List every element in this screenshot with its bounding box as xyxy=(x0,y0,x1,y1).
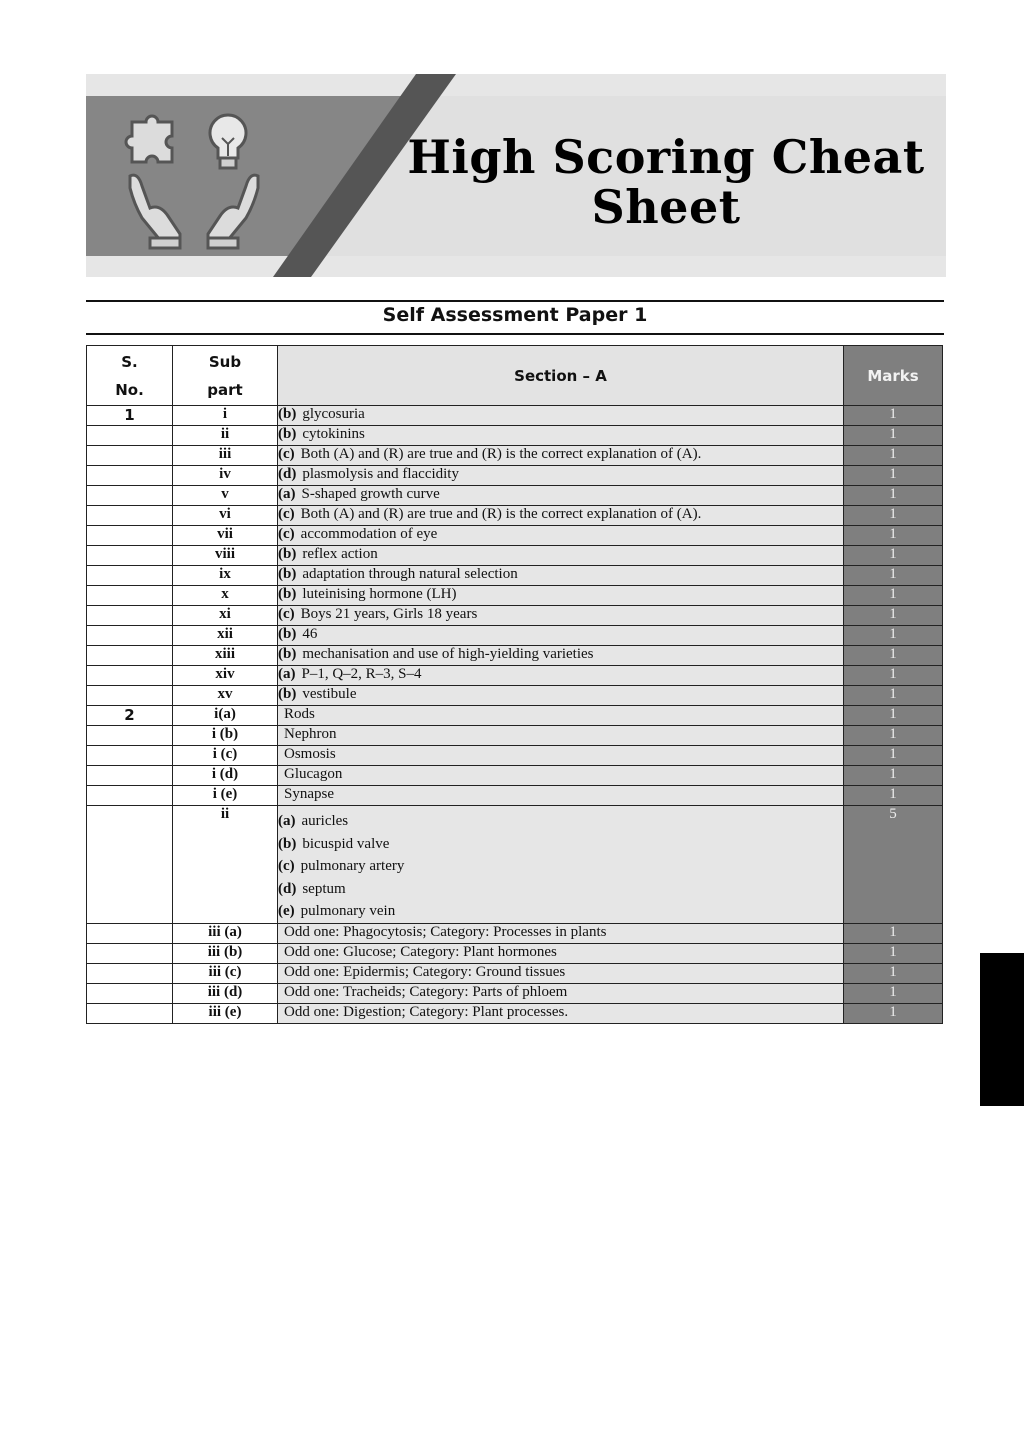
cell-subpart: iii xyxy=(173,446,278,466)
right-hand-icon xyxy=(208,175,258,248)
cell-answer xyxy=(278,586,844,606)
table-row xyxy=(87,786,943,806)
cell-subpart: v xyxy=(173,486,278,506)
cell-sno xyxy=(87,786,173,806)
cell-subpart: iii (c) xyxy=(173,963,278,983)
cell-sno xyxy=(87,766,173,786)
cell-answer xyxy=(278,923,844,943)
answer-option: (b) xyxy=(278,406,297,422)
cell-marks: 1 xyxy=(844,666,943,686)
cell-subpart: i (e) xyxy=(173,786,278,806)
header-sno-line2: No. xyxy=(115,380,144,399)
answer-text: Nephron xyxy=(284,726,337,742)
cell-sno xyxy=(87,943,173,963)
cell-subpart: ix xyxy=(173,566,278,586)
header-marks: Marks xyxy=(844,346,943,406)
cell-sno xyxy=(87,666,173,686)
cell-answer xyxy=(278,566,844,586)
answer-line xyxy=(278,833,843,856)
cell-sno xyxy=(87,686,173,706)
cell-answer xyxy=(278,983,844,1003)
answer-text: 46 xyxy=(302,626,318,642)
cell-subpart: iii (b) xyxy=(173,943,278,963)
cell-marks: 1 xyxy=(844,446,943,466)
top-rule xyxy=(86,300,944,302)
cell-answer xyxy=(278,943,844,963)
answer-text: vestibule xyxy=(302,686,357,702)
cell-sno xyxy=(87,806,173,924)
table-row xyxy=(87,466,943,486)
cell-subpart: vi xyxy=(173,506,278,526)
cell-answer xyxy=(278,726,844,746)
answer-text: Osmosis xyxy=(284,746,336,762)
answer-option: (c) xyxy=(278,526,295,542)
title-line-1: High Scoring Cheat xyxy=(407,130,925,184)
cell-marks: 1 xyxy=(844,1003,943,1023)
cell-marks: 1 xyxy=(844,983,943,1003)
table-body xyxy=(87,406,943,1024)
cell-sno xyxy=(87,606,173,626)
header-banner xyxy=(86,74,946,277)
table-row xyxy=(87,566,943,586)
cell-sno xyxy=(87,586,173,606)
cell-subpart: ii xyxy=(173,806,278,924)
cell-marks: 1 xyxy=(844,606,943,626)
cell-marks: 1 xyxy=(844,506,943,526)
cell-sno: 1 xyxy=(87,406,173,426)
answer-text: Both (A) and (R) are true and (R) is the correct explanation of (A). xyxy=(300,506,702,522)
answer-option: (e) xyxy=(278,903,295,919)
answer-option: (c) xyxy=(278,506,295,522)
paper-subtitle: Self Assessment Paper 1 xyxy=(382,304,648,326)
answer-text: Odd one: Glucose; Category: Plant hormones xyxy=(284,943,557,960)
answer-option: (c) xyxy=(278,858,295,874)
cell-marks: 1 xyxy=(844,406,943,426)
cell-answer xyxy=(278,526,844,546)
cell-answer xyxy=(278,706,844,726)
table-row xyxy=(87,766,943,786)
table-row xyxy=(87,983,943,1003)
table-row xyxy=(87,506,943,526)
answer-option: (b) xyxy=(278,566,297,582)
answer-text: Synapse xyxy=(284,786,334,802)
cell-answer xyxy=(278,406,844,426)
answer-text: luteinising hormone (LH) xyxy=(302,586,457,602)
cell-subpart: i (c) xyxy=(173,746,278,766)
cell-subpart: vii xyxy=(173,526,278,546)
cell-sno xyxy=(87,466,173,486)
answer-option: (a) xyxy=(278,813,296,829)
answer-text: septum xyxy=(302,880,346,897)
cell-sno xyxy=(87,506,173,526)
table-row xyxy=(87,646,943,666)
side-thumb-tab xyxy=(980,953,1024,1106)
cell-marks: 1 xyxy=(844,546,943,566)
cell-marks: 1 xyxy=(844,486,943,506)
answer-option: (b) xyxy=(278,686,297,702)
bottom-rule xyxy=(86,333,944,335)
cell-marks: 1 xyxy=(844,706,943,726)
table-row xyxy=(87,586,943,606)
answer-text: cytokinins xyxy=(302,426,365,442)
table-row xyxy=(87,406,943,426)
left-hand-icon xyxy=(130,175,180,248)
cell-answer xyxy=(278,666,844,686)
answer-option: (c) xyxy=(278,446,295,462)
answer-text: glycosuria xyxy=(302,406,365,422)
cell-marks: 1 xyxy=(844,626,943,646)
cell-subpart: x xyxy=(173,586,278,606)
cell-sno xyxy=(87,426,173,446)
cell-marks: 1 xyxy=(844,566,943,586)
cell-subpart: iii (d) xyxy=(173,983,278,1003)
cell-answer xyxy=(278,626,844,646)
cell-subpart: iii (e) xyxy=(173,1003,278,1023)
answer-text: accommodation of eye xyxy=(300,526,438,542)
answer-text: Odd one: Tracheids; Category: Parts of phloem xyxy=(284,983,568,1000)
header-subpart xyxy=(173,346,278,406)
cell-answer xyxy=(278,606,844,626)
cell-sno: 2 xyxy=(87,706,173,726)
table-row xyxy=(87,626,943,646)
cell-marks: 1 xyxy=(844,786,943,806)
cell-marks: 1 xyxy=(844,466,943,486)
table-row xyxy=(87,726,943,746)
answer-text: Rods xyxy=(284,706,315,722)
header-sno xyxy=(87,346,173,406)
table-row xyxy=(87,486,943,506)
answer-option: (b) xyxy=(278,586,297,602)
cell-marks: 1 xyxy=(844,766,943,786)
cell-sno xyxy=(87,963,173,983)
cell-marks: 1 xyxy=(844,426,943,446)
cell-answer xyxy=(278,466,844,486)
answer-option: (d) xyxy=(278,880,297,897)
cell-subpart: i xyxy=(173,406,278,426)
cell-marks: 1 xyxy=(844,526,943,546)
cell-answer xyxy=(278,746,844,766)
header-sub-line2: part xyxy=(207,380,243,399)
cell-answer xyxy=(278,1003,844,1023)
page-title xyxy=(386,132,946,232)
answer-text: bicuspid valve xyxy=(302,835,390,852)
cell-sno xyxy=(87,1003,173,1023)
cell-answer xyxy=(278,486,844,506)
answer-option: (a) xyxy=(278,486,296,502)
answer-line xyxy=(278,900,843,923)
table-row xyxy=(87,426,943,446)
answer-line xyxy=(278,878,843,901)
cell-subpart: xv xyxy=(173,686,278,706)
cell-subpart: viii xyxy=(173,546,278,566)
answer-text: plasmolysis and flaccidity xyxy=(302,466,459,482)
cell-sno xyxy=(87,446,173,466)
answer-text: Glucagon xyxy=(284,766,343,782)
cell-marks: 1 xyxy=(844,923,943,943)
cell-marks: 1 xyxy=(844,726,943,746)
header-sub-line1: Sub xyxy=(208,352,242,371)
cell-sno xyxy=(87,486,173,506)
answer-text: S-shaped growth curve xyxy=(301,486,440,502)
cell-marks: 1 xyxy=(844,586,943,606)
table-row xyxy=(87,706,943,726)
cell-sno xyxy=(87,526,173,546)
answer-option: (b) xyxy=(278,835,297,852)
header-section: Section – A xyxy=(278,346,844,406)
cell-marks: 1 xyxy=(844,943,943,963)
answer-text: auricles xyxy=(301,813,349,829)
answer-text: pulmonary artery xyxy=(300,858,405,874)
cell-answer xyxy=(278,786,844,806)
cell-answer xyxy=(278,963,844,983)
cell-answer xyxy=(278,766,844,786)
table-row xyxy=(87,1003,943,1023)
table-row xyxy=(87,446,943,466)
answer-table xyxy=(86,345,943,1024)
cell-marks: 1 xyxy=(844,963,943,983)
answer-option: (a) xyxy=(278,666,296,682)
cell-subpart: xiii xyxy=(173,646,278,666)
table-row xyxy=(87,526,943,546)
answer-text: pulmonary vein xyxy=(300,903,396,919)
puzzle-piece-icon xyxy=(126,116,172,162)
answer-text: Both (A) and (R) are true and (R) is the correct explanation of (A). xyxy=(300,446,702,462)
title-line-2: Sheet xyxy=(591,180,741,234)
cell-answer xyxy=(278,686,844,706)
answer-option: (b) xyxy=(278,646,297,662)
cell-subpart: i (b) xyxy=(173,726,278,746)
cell-subpart: i (d) xyxy=(173,766,278,786)
answer-text: Odd one: Phagocytosis; Category: Processes in plants xyxy=(284,923,607,940)
cell-sno xyxy=(87,566,173,586)
cell-marks: 1 xyxy=(844,646,943,666)
answer-line xyxy=(278,810,843,833)
cell-sno xyxy=(87,983,173,1003)
cell-marks: 5 xyxy=(844,806,943,924)
table-row xyxy=(87,666,943,686)
table-row xyxy=(87,923,943,943)
banner-icons xyxy=(124,110,264,250)
answer-option: (b) xyxy=(278,426,297,442)
cell-answer xyxy=(278,506,844,526)
table-row xyxy=(87,943,943,963)
cell-subpart: xi xyxy=(173,606,278,626)
table-row xyxy=(87,546,943,566)
light-bulb-icon xyxy=(210,115,246,168)
cell-marks: 1 xyxy=(844,686,943,706)
cell-subpart: iv xyxy=(173,466,278,486)
table-row xyxy=(87,963,943,983)
cell-sno xyxy=(87,546,173,566)
answer-text: adaptation through natural selection xyxy=(302,566,518,582)
cell-sno xyxy=(87,746,173,766)
table-row-multi xyxy=(87,806,943,924)
answer-text: Odd one: Digestion; Category: Plant processes. xyxy=(284,1003,569,1020)
cell-sno xyxy=(87,923,173,943)
cell-answer xyxy=(278,426,844,446)
answer-option: (b) xyxy=(278,626,297,642)
cell-sno xyxy=(87,646,173,666)
answer-text: mechanisation and use of high-yielding varieties xyxy=(302,646,594,662)
table-row xyxy=(87,686,943,706)
cell-subpart: ii xyxy=(173,426,278,446)
answer-text: Odd one: Epidermis; Category: Ground tissues xyxy=(284,963,566,980)
table-header-row xyxy=(87,346,943,406)
cell-answer xyxy=(278,806,844,924)
cell-subpart: xii xyxy=(173,626,278,646)
answer-text: Boys 21 years, Girls 18 years xyxy=(300,606,478,622)
table-row xyxy=(87,746,943,766)
table-row xyxy=(87,606,943,626)
answer-line xyxy=(278,855,843,878)
answer-option: (c) xyxy=(278,606,295,622)
cell-answer xyxy=(278,446,844,466)
cell-answer xyxy=(278,546,844,566)
cell-answer xyxy=(278,646,844,666)
cell-marks: 1 xyxy=(844,746,943,766)
cell-subpart: i(a) xyxy=(173,706,278,726)
answer-option: (d) xyxy=(278,466,297,482)
answer-option: (b) xyxy=(278,546,297,562)
cell-sno xyxy=(87,726,173,746)
answer-text: reflex action xyxy=(302,546,378,562)
cell-subpart: xiv xyxy=(173,666,278,686)
cell-subpart: iii (a) xyxy=(173,923,278,943)
answer-text: P–1, Q–2, R–3, S–4 xyxy=(301,666,422,682)
header-sno-line1: S. xyxy=(121,352,138,371)
cell-sno xyxy=(87,626,173,646)
